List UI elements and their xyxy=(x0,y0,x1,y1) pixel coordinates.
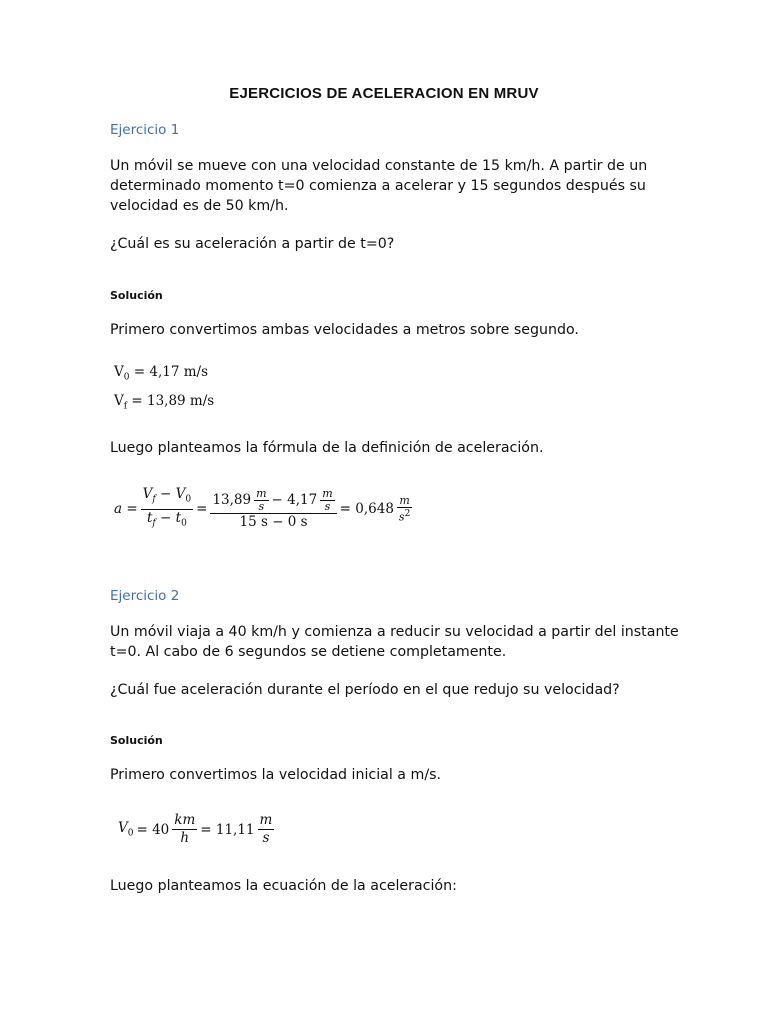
statement-line: determinado momento t=0 comienza a acelerar y 15 segundos después su xyxy=(110,178,646,194)
statement-line: Un móvil viaja a 40 km/h y comienza a reducir su velocidad a partir del instante xyxy=(110,624,679,640)
result-unit: $\frac{m}{s^2}$ xyxy=(398,493,411,524)
exercise-1-step-1: Primero convertimos ambas velocidades a metros sobre segundo. xyxy=(110,322,579,338)
final-velocity-value: $V_f = 13,89$ m/s xyxy=(114,393,215,412)
exercise-1-question: ¿Cuál es su aceleración a partir de t=0? xyxy=(110,236,395,252)
statement-line: Un móvil se mueve con una velocidad constante de 15 km/h. A partir de un xyxy=(110,158,648,174)
exercise-1-step-2: Luego planteamos la fórmula de la definición de aceleración. xyxy=(110,440,544,456)
definition-fraction: $\frac{V_f - V_0}{t_f - t_0}$ xyxy=(142,486,192,529)
exercise-2-step-1: Primero convertimos la velocidad inicial a m/s. xyxy=(110,767,441,783)
page-title: EJERCICIOS DE ACELERACION EN MRUV xyxy=(229,85,539,102)
numeric-fraction: 13,89 $\frac{m}{s}$ − 4,17 $\frac{m}{s}$ 15 s − 0 s xyxy=(210,488,336,531)
exercise-2-step-2: Luego planteamos la ecuación de la aceleración: xyxy=(110,878,457,894)
exercise-1-statement xyxy=(110,156,647,216)
statement-line: velocidad es de 50 km/h. xyxy=(110,198,289,214)
acceleration-formula-1: a = $\frac{V_f - V_0}{t_f - t_0}$ = 13,89 $\frac{m}{s}$ − 4,17 $\frac{m}{s}$ 15 s − 0 s = 0,648 $\frac{m}{s^2}$ xyxy=(114,486,412,532)
velocity-conversion-formula: $V_0$ = 40 $\frac{km}{h}$ = 11,11 $\frac{m}{s}$ xyxy=(118,812,273,846)
exercise-2-solution-label: Solución xyxy=(110,734,163,747)
exercise-1-heading: Ejercicio 1 xyxy=(110,122,180,138)
exercise-2-question: ¿Cuál fue aceleración durante el período en el que redujo su velocidad? xyxy=(110,682,620,698)
statement-line: t=0. Al cabo de 6 segundos se detiene completamente. xyxy=(110,644,507,660)
exercise-2-statement xyxy=(110,622,679,662)
initial-velocity-value: $V_0 = 4,17$ m/s xyxy=(114,364,209,383)
exercise-2-heading: Ejercicio 2 xyxy=(110,588,180,604)
exercise-1-solution-label: Solución xyxy=(110,289,163,302)
